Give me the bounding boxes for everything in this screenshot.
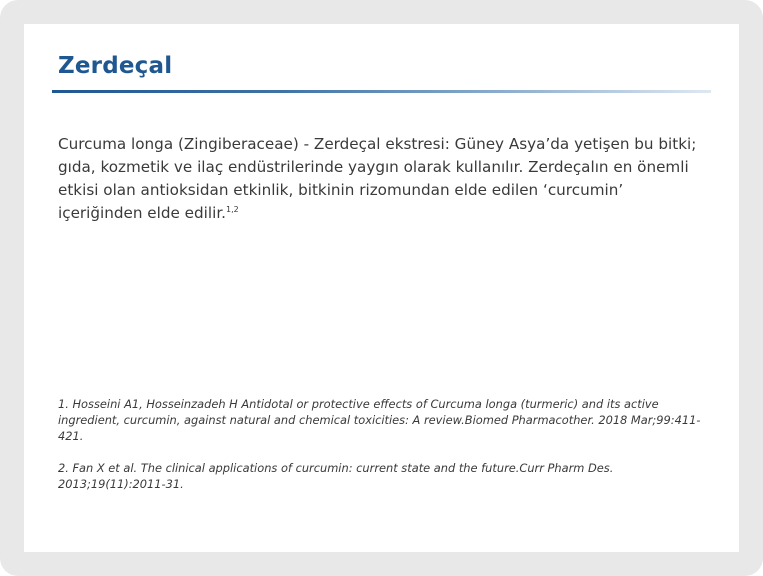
references [58, 396, 718, 508]
reference-item: 1. Hosseini A1, Hosseinzadeh H Antidotal or protective effects of Curcuma longa (turmeric) and its active ingredient, curcumin, against natural and chemical toxicities: A review.Biomed Pharmacother. 2018 Mar;99:411-421. [58, 397, 701, 443]
reference-item: 2. Fan X et al. The clinical applications of curcumin: current state and the future.Curr Pharm Des. 2013;19(11):2011-31. [58, 461, 614, 491]
citation-superscript: 1,2 [226, 204, 239, 214]
body-text: Curcuma longa (Zingiberaceae) - Zerdeçal ekstresi: Güney Asya’da yetişen bu bitki; gıda, kozmetik ve ilaç endüstrilerinde yaygın olarak kullanılır. Zerdeçalın en önemli etkisi olan antioksidan etkinlik, bitkinin rizomundan elde edilen ‘curcumin’ içeriğinden elde edilir. [58, 135, 697, 222]
slide-body [58, 133, 710, 225]
slide-title: Zerdeçal [58, 53, 173, 79]
title-underline [52, 90, 711, 93]
slide-card [24, 24, 739, 552]
